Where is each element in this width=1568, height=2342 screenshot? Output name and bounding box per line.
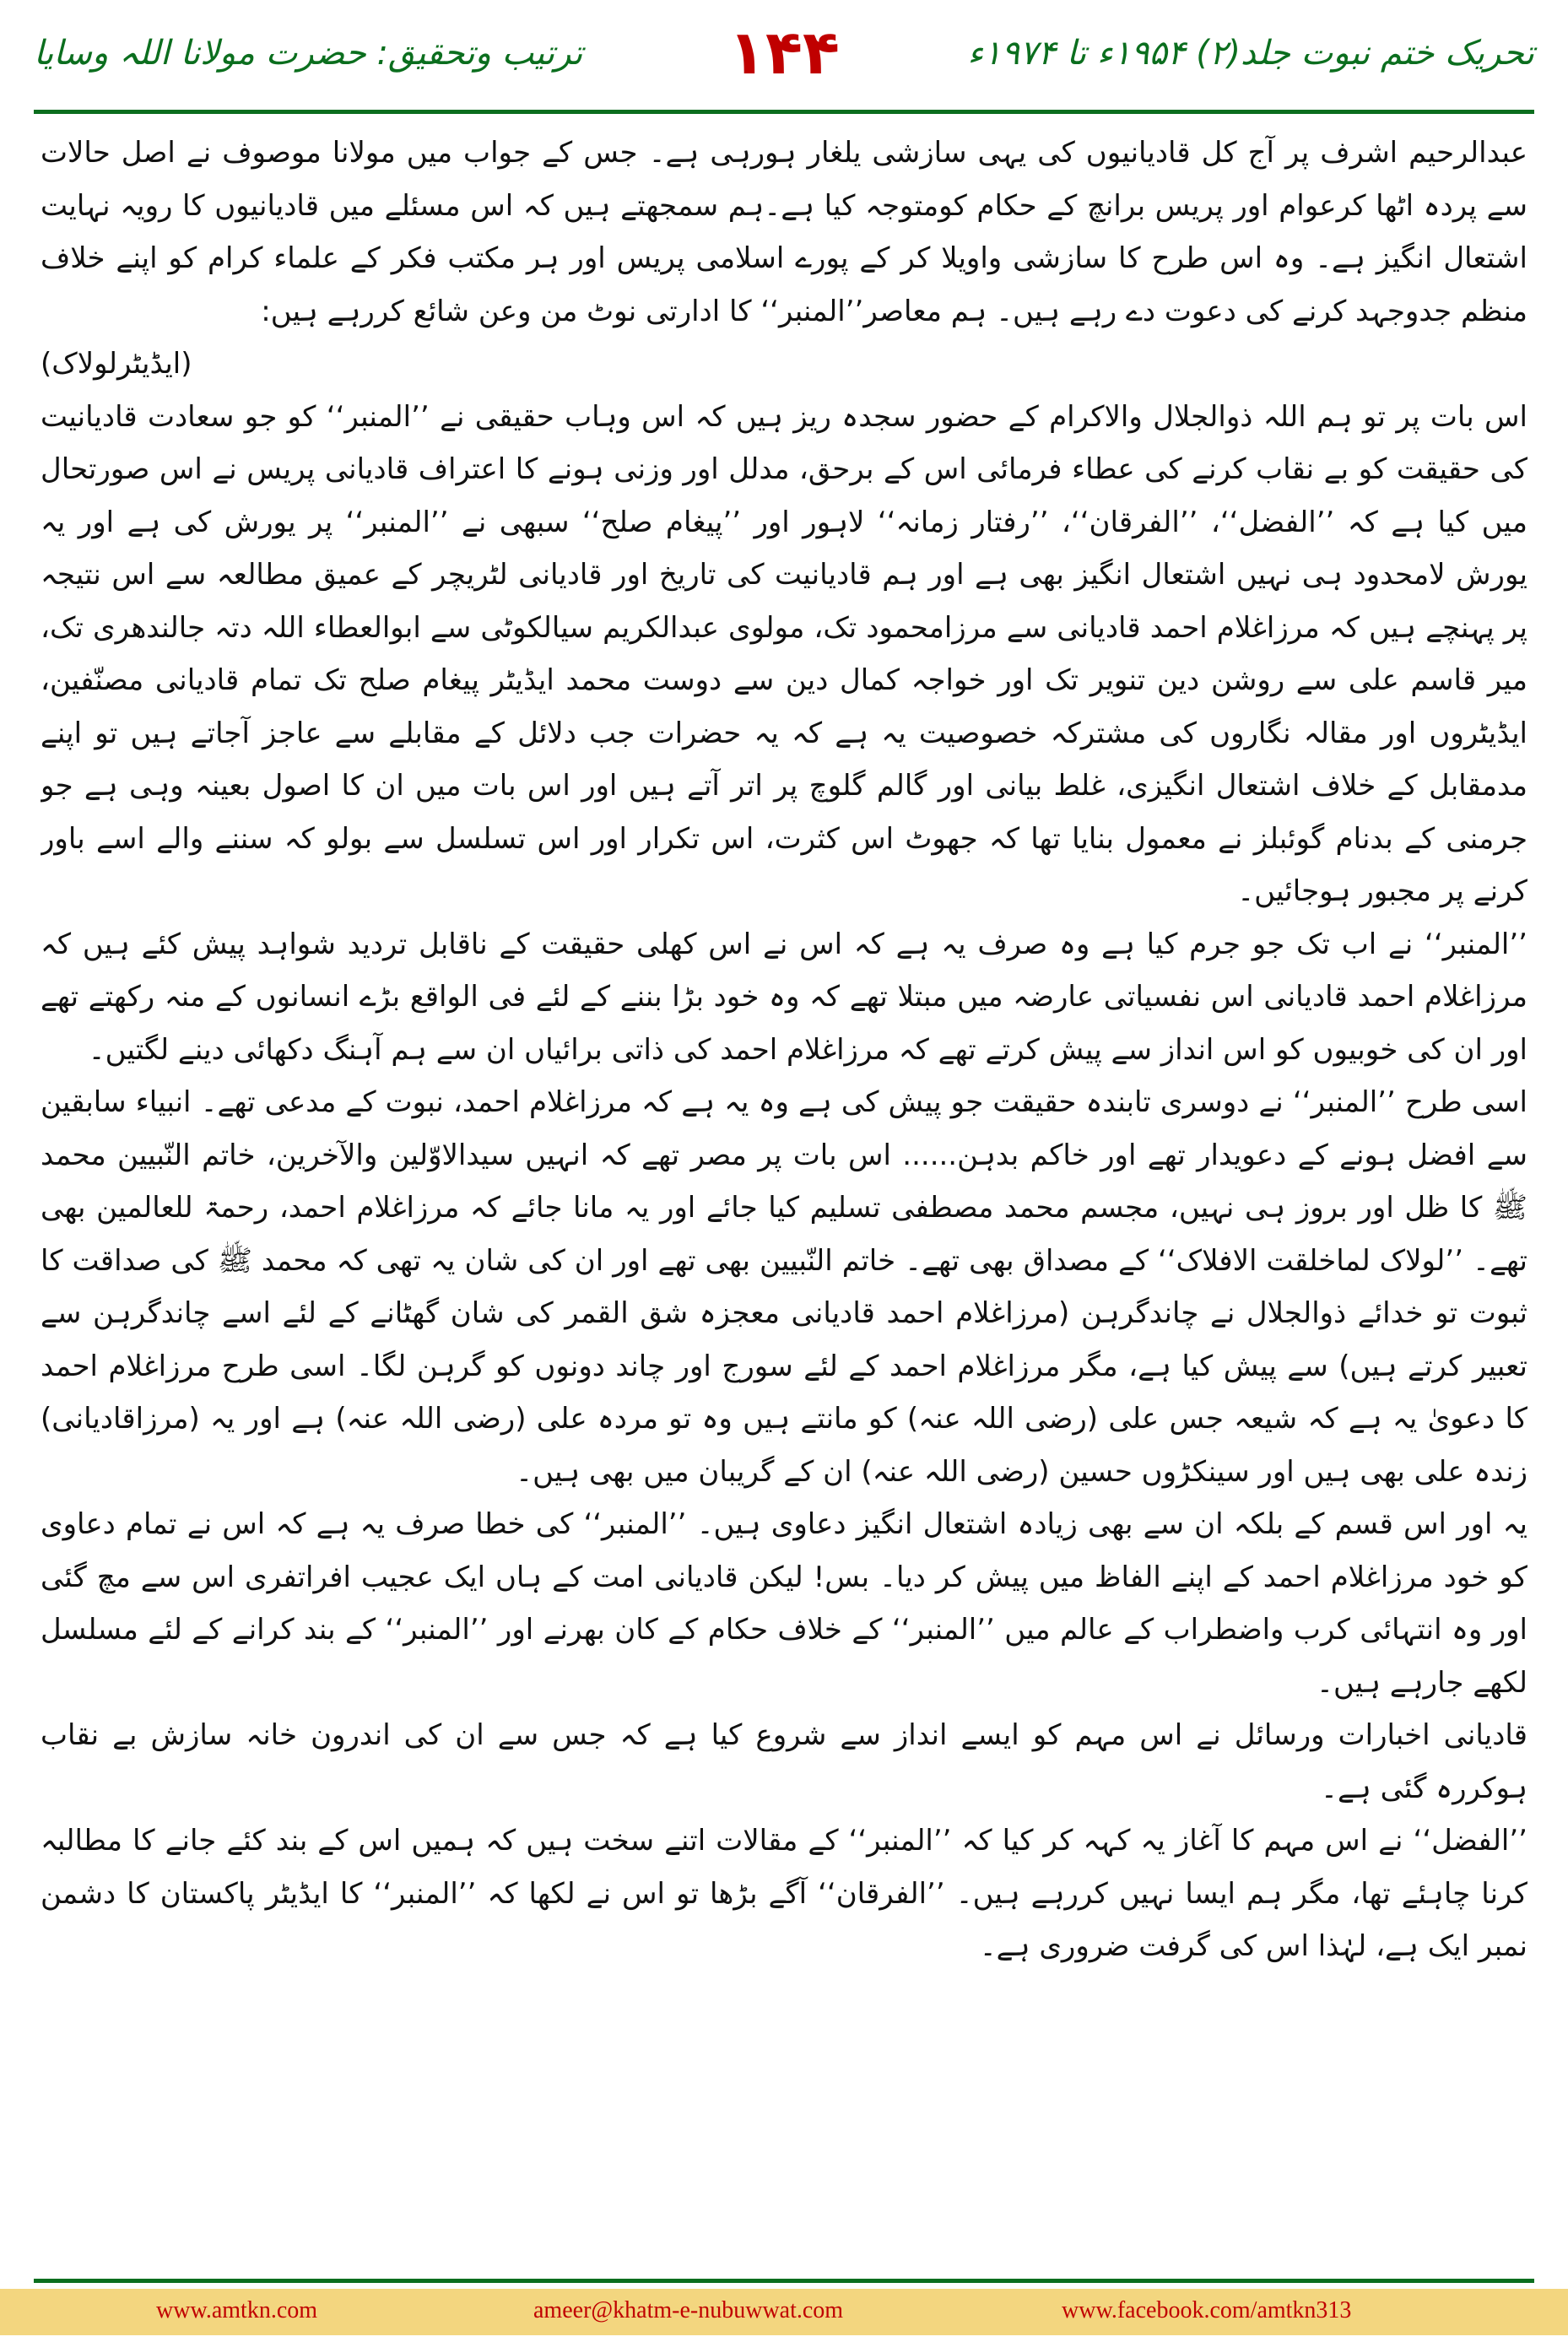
body-paragraph: ’’المنبر‘‘ نے اب تک جو جرم کیا ہے وہ صرف یہ ہے کہ اس نے اس کھلی حقیقت کے ناقابل تردید شواہد پیش کئے ہیں کہ مرزاغلام احمد قادیانی اس نفسیاتی عارضہ میں مبتلا تھے کہ وہ خود بڑا بننے کے لئے فی الواقع بڑے انسانوں کے منہ رکھتے تھے اور ان کی خوبیوں کو اس انداز سے پیش کرتے تھے کہ مرزاغلام احمد کی ذاتی برائیاں ان سے ہم آہنگ دکھائی دینے لگتیں۔ xyxy=(41,927,1527,1067)
body-paragraph: اس بات پر تو ہم اللہ ذوالجلال والاکرام کے حضور سجدہ ریز ہیں کہ اس وہاب حقیقی نے ’’المنبر‘‘ کو جو سعادت قادیانیت کی حقیقت کو بے نقاب کرنے کی عطاء فرمائی اس کے برحق، مدلل اور وزنی ہونے کا اعتراف قادیانی پریس نے اس صورتحال میں کیا ہے کہ ’’الفضل‘‘، ’’الفرقان‘‘، ’’رفتار زمانہ‘‘ لاہور اور ’’پیغام صلح‘‘ سبھی نے ’’المنبر‘‘ پر یورش کی ہے اور یہ یورش لامحدود ہی نہیں اشتعال انگیز بھی ہے اور ہم قادیانیت کی تاریخ اور قادیانی لٹریچر کے عمیق مطالعہ سے اس نتیجہ پر پہنچے ہیں کہ مرزاغلام احمد قادیانی سے مرزامحمود تک، مولوی عبدالکریم سیالکوٹی سے ابوالعطاء اللہ دتہ جالندھری تک، میر قاسم علی سے روشن دین تنویر تک اور خواجہ کمال دین سے دوست محمد ایڈیٹر پیغام صلح تک تمام قادیانی مصنّفین، ایڈیٹروں اور مقالہ نگاروں کی مشترکہ خصوصیت یہ ہے کہ یہ حضرات جب دلائل کے مقابلے سے عاجز آجاتے ہیں تو اپنے مدمقابل کے خلاف اشتعال انگیزی، غلط بیانی اور گالم گلوچ پر اتر آتے ہیں اور اس بات میں ان کا اصول بعینہ وہی ہے جو جرمنی کے بدنام گوئبلز نے معمول بنایا تھا کہ جھوٹ اس کثرت، اس تکرار اور اس تسلسل سے بولو کہ سننے والے اسے باور کرنے پر مجبور ہوجائیں۔ xyxy=(41,399,1527,908)
page-footer xyxy=(0,2289,1568,2335)
body-paragraph: یہ اور اس قسم کے بلکہ ان سے بھی زیادہ اشتعال انگیز دعاوی ہیں۔ ’’المنبر‘‘ کی خطا صرف یہ ہے کہ اس نے تمام دعاوی کو خود مرزاغلام احمد کے اپنے الفاظ میں پیش کر دیا۔ بس! لیکن قادیانی امت کے ہاں ایک عجیب افراتفری اس سے مچ گئی اور وہ انتہائی کرب واضطراب کے عالم میں ’’المنبر‘‘ کے خلاف حکام کے کان بھرنے اور ’’المنبر‘‘ کے بند کرانے کے لئے مسلسل لکھے جارہے ہیں۔ xyxy=(41,1507,1527,1700)
body-paragraph: ’’الفضل‘‘ نے اس مہم کا آغاز یہ کہہ کر کیا کہ ’’المنبر‘‘ کے مقالات اتنے سخت ہیں کہ ہمیں اس کے بند کئے جانے کا مطالبہ کرنا چاہئے تھا، مگر ہم ایسا نہیں کررہے ہیں۔ ’’الفرقان‘‘ آگے بڑھا تو اس نے لکھا کہ ’’المنبر‘‘ کا ایڈیٹر پاکستان کا دشمن نمبر ایک ہے، لہٰذا اس کی گرفت ضروری ہے۔ xyxy=(41,1824,1527,1963)
compiler-credit: ترتیب وتحقیق: حضرت مولانا اللہ وسایا xyxy=(34,34,583,73)
signature-line xyxy=(41,338,1527,391)
website-link[interactable]: www.amtkn.com xyxy=(156,2297,318,2323)
page-header xyxy=(0,0,1568,118)
footer-divider xyxy=(34,2279,1534,2283)
header-divider xyxy=(34,110,1534,114)
body-paragraph: قادیانی اخبارات ورسائل نے اس مہم کو ایسے انداز سے شروع کیا ہے کہ جس سے ان کی اندرون خانہ سازش بے نقاب ہوکررہ گئی ہے۔ xyxy=(41,1718,1527,1805)
intro-paragraph: عبدالرحیم اشرف پر آج کل قادیانیوں کی یہی سازشی یلغار ہورہی ہے۔ جس کے جواب میں مولانا موصوف نے اصل حالات سے پردہ اٹھا کرعوام اور پریس برانچ کے حکام کومتوجہ کیا ہے۔ہم سمجھتے ہیں کہ اس مسئلے میں قادیانیوں کا رویہ نہایت اشتعال انگیز ہے۔ وہ اس طرح کا سازشی واویلا کر کے پورے اسلامی پریس اور ہر مکتب فکر کے علماء کرام کو اپنے خلاف منظم جدوجہد کرنے کی دعوت دے رہے ہیں۔ ہم معاصر’’المنبر‘‘ کا ادارتی نوٹ من وعن شائع کررہے ہیں: xyxy=(41,136,1527,328)
book-title: تحریک ختم نبوت جلد(۲) ۱۹۵۴ء تا ۱۹۷۴ء xyxy=(967,34,1534,73)
editor-signature: (ایڈیٹرلولاک) xyxy=(41,347,192,381)
facebook-link[interactable]: www.facebook.com/amtkn313 xyxy=(1062,2297,1352,2323)
article-body xyxy=(41,127,1527,2270)
email-link[interactable]: ameer@khatm-e-nubuwwat.com xyxy=(533,2297,844,2323)
page-number: ۱۴۴ xyxy=(728,17,840,88)
body-paragraph: اسی طرح ’’المنبر‘‘ نے دوسری تابندہ حقیقت جو پیش کی ہے وہ یہ ہے کہ مرزاغلام احمد، نبوت کے مدعی تھے۔ انبیاء سابقین سے افضل ہونے کے دعویدار تھے اور خاکم بدہن...... اس بات پر مصر تھے کہ انہیں سیدالاوّلین والآخرین، خاتم النّبیین محمد ﷺ کا ظل اور بروز ہی نہیں، مجسم محمد مصطفی تسلیم کیا جائے اور یہ مانا جائے کہ مرزاغلام احمد، رحمۃ للعالمین بھی تھے۔ ’’لولاک لماخلقت الافلاک‘‘ کے مصداق بھی تھے۔ خاتم النّبیین بھی تھے اور ان کی شان یہ تھی کہ محمد ﷺ کی صداقت کا ثبوت تو خدائے ذوالجلال نے چاندگرہن (مرزاغلام احمد قادیانی معجزہ شق القمر کی شان گھٹانے کے لئے اسے چاندگرہن سے تعبیر کرتے ہیں) سے پیش کیا ہے، مگر مرزاغلام احمد کے لئے سورج اور چاند دونوں کو گرہن لگا۔ اسی طرح مرزاغلام احمد کا دعویٰ یہ ہے کہ شیعہ جس علی (رضی اللہ عنہ) کو مانتے ہیں وہ تو مردہ علی (رضی اللہ عنہ) ہے اور یہ (مرزاقادیانی) زندہ علی بھی ہیں اور سینکڑوں حسین (رضی اللہ عنہ) ان کے گریبان میں بھی ہیں۔ xyxy=(41,1085,1527,1489)
